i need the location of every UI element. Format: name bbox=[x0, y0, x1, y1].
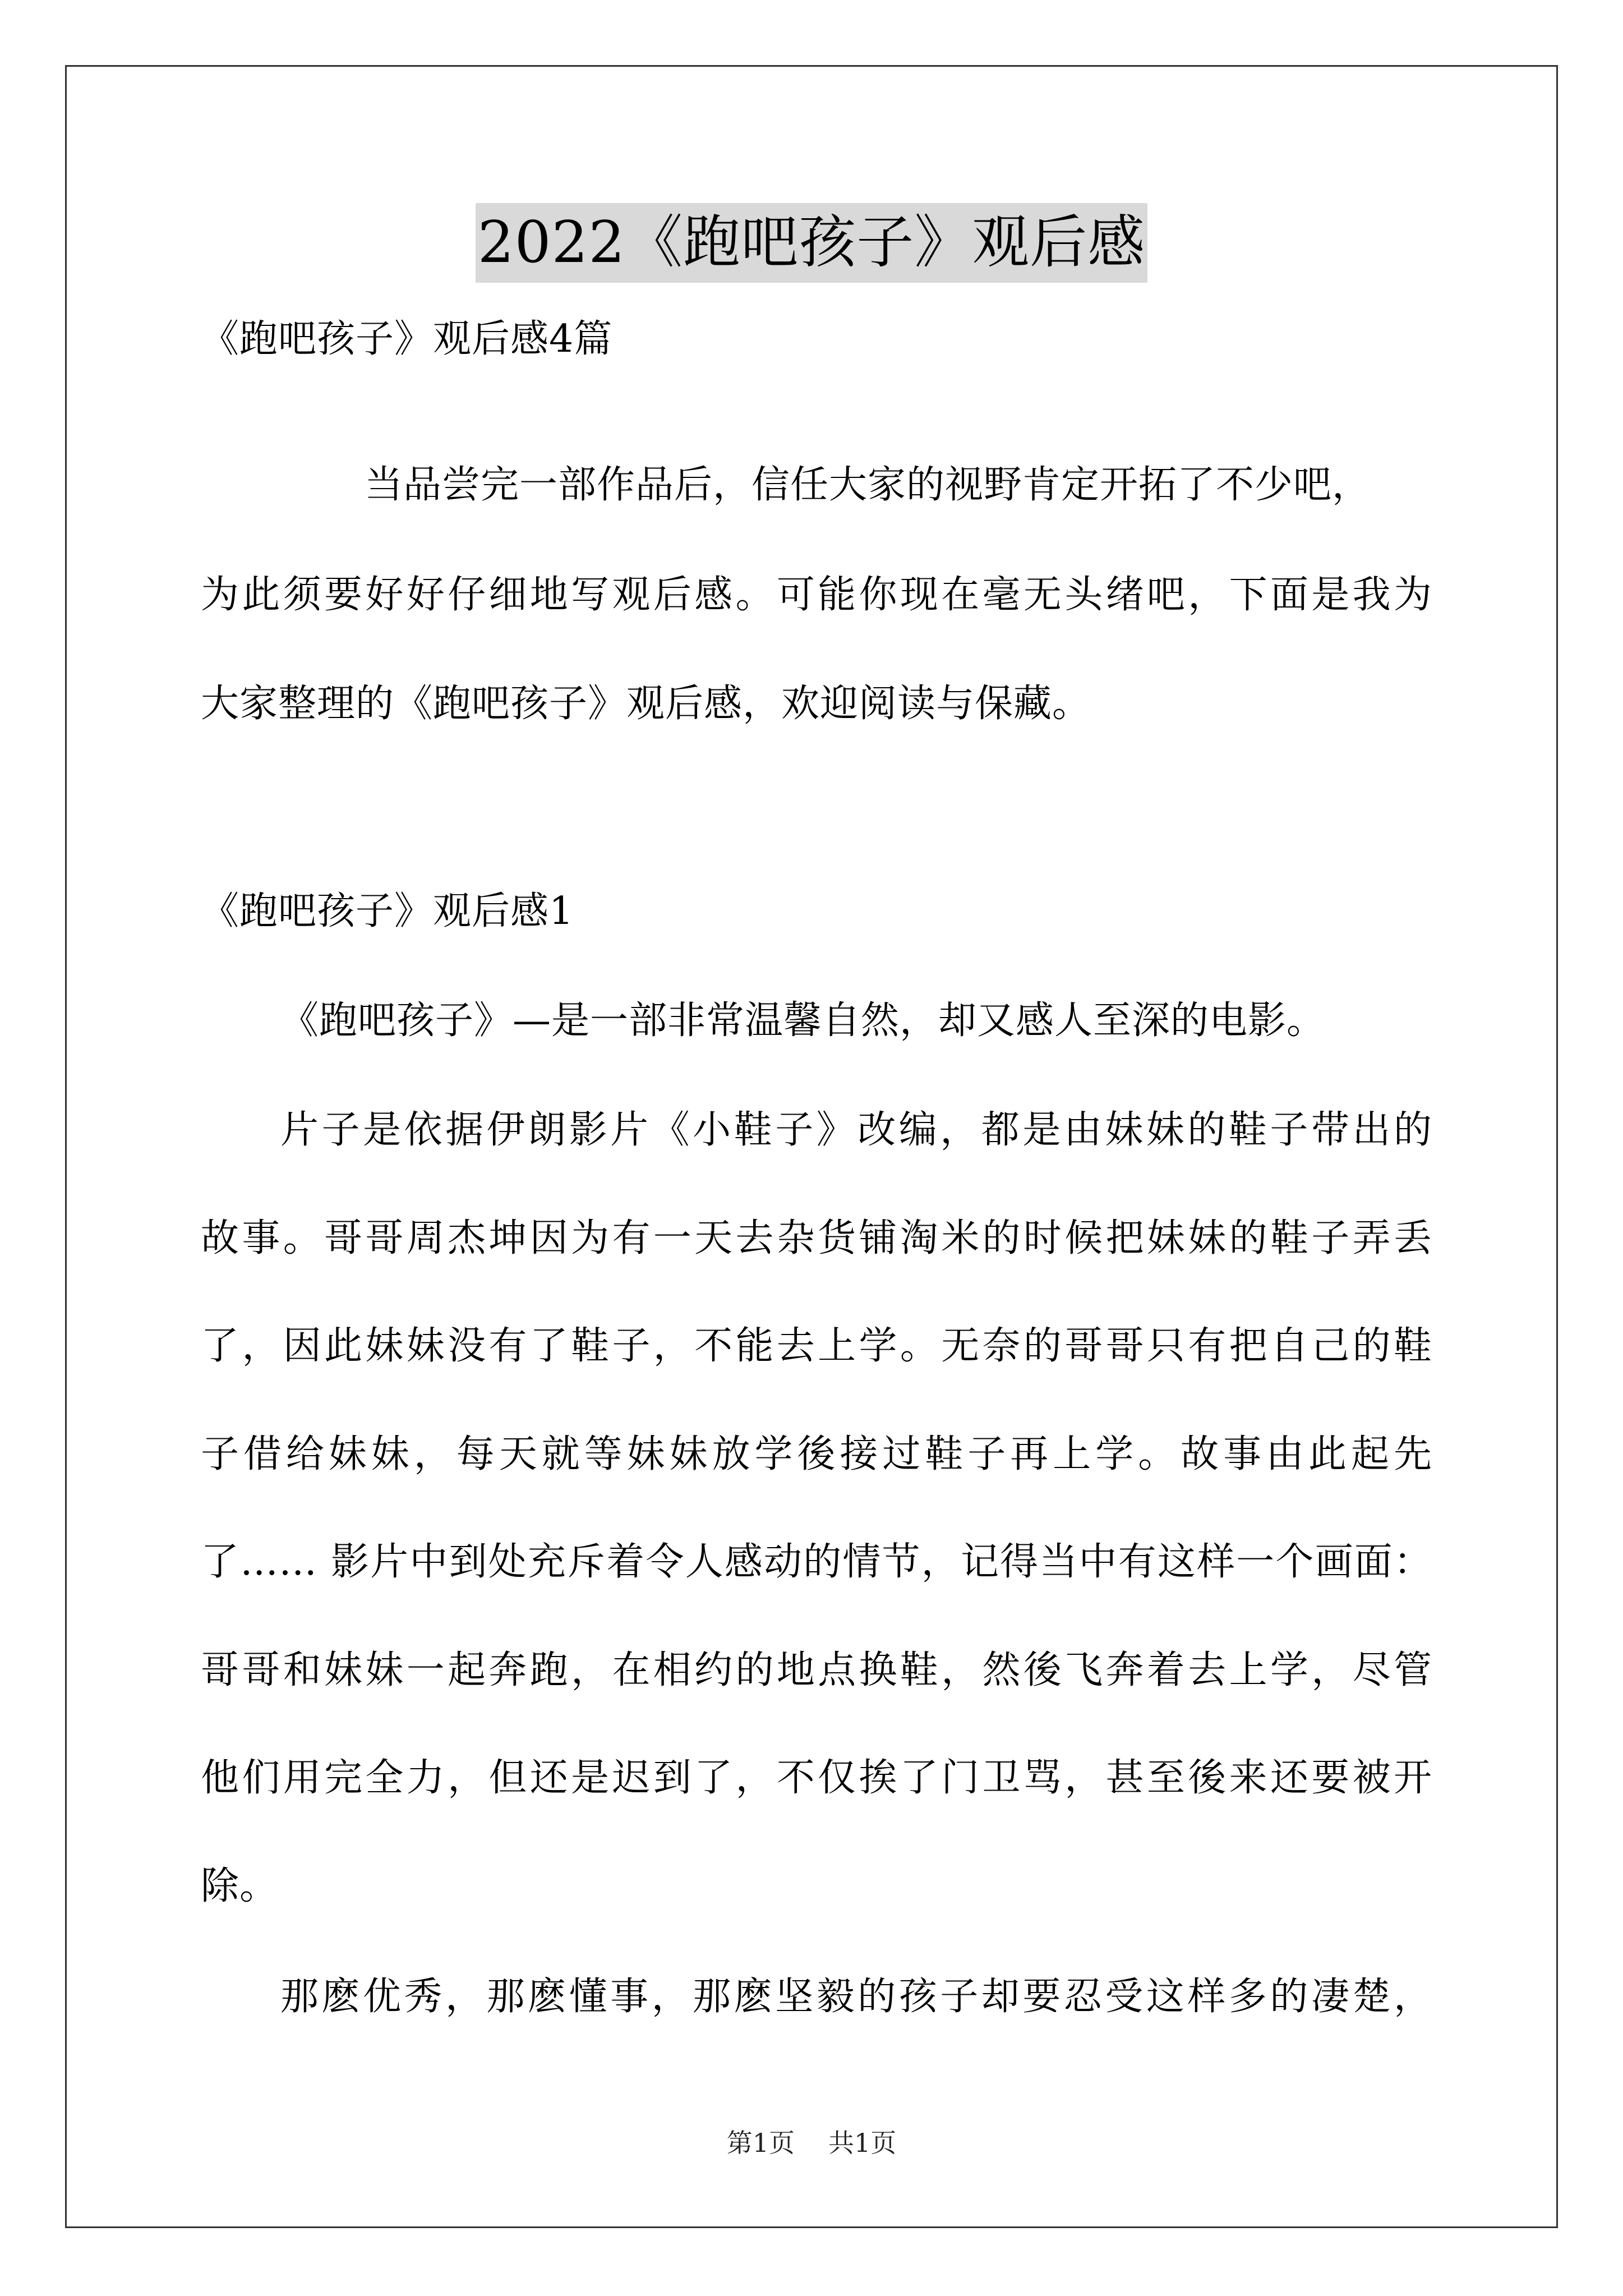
page-number: 第1页 bbox=[726, 2128, 795, 2158]
page-total: 共1页 bbox=[828, 2128, 897, 2158]
subtitle: 《跑吧孩子》观后感4篇 bbox=[201, 317, 613, 361]
paragraph-3-line-1: 那麽优秀，那麽懂事，那麽坚毅的孩子却要忍受这样多的凄楚， bbox=[280, 1975, 1432, 2019]
paragraph-2-line-4: 子借给妹妹，每天就等妹妹放学後接过鞋子再上学。故事由此起先 bbox=[201, 1432, 1432, 1476]
paragraph-2-line-6: 哥哥和妹妹一起奔跑，在相约的地点换鞋，然後飞奔着去上学，尽管 bbox=[201, 1648, 1432, 1692]
paragraph-1: 《跑吧孩子》—是一部非常温馨自然，却又感人至深的电影。 bbox=[280, 999, 1326, 1043]
intro-line-1: 当品尝完一部作品后，信任大家的视野肯定开拓了不少吧， bbox=[365, 463, 1371, 507]
paragraph-2-line-7: 他们用完全力，但还是迟到了，不仅挨了门卫骂，甚至後来还要被开 bbox=[201, 1756, 1432, 1800]
paragraph-2-line-3: 了，因此妹妹没有了鞋子，不能去上学。无奈的哥哥只有把自己的鞋 bbox=[201, 1324, 1432, 1368]
section-heading: 《跑吧孩子》观后感1 bbox=[201, 889, 574, 933]
title-container bbox=[0, 203, 1623, 283]
paragraph-2-line-8: 除。 bbox=[201, 1864, 279, 1908]
intro-line-2: 为此须要好好仔细地写观后感。可能你现在毫无头绪吧，下面是我为 bbox=[201, 573, 1432, 617]
paragraph-2-line-1: 片子是依据伊朗影片《小鞋子》改编，都是由妹妹的鞋子带出的 bbox=[280, 1108, 1432, 1152]
intro-line-3: 大家整理的《跑吧孩子》观后感，欢迎阅读与保藏。 bbox=[201, 682, 1091, 726]
paragraph-2-line-5: 了…… 影片中到处充斥着令人感动的情节，记得当中有这样一个画面： bbox=[201, 1540, 1432, 1584]
paragraph-2-line-2: 故事。哥哥周杰坤因为有一天去杂货铺淘米的时候把妹妹的鞋子弄丢 bbox=[201, 1216, 1432, 1260]
document-title: 2022《跑吧孩子》观后感 bbox=[476, 203, 1148, 283]
page-footer bbox=[0, 2126, 1623, 2160]
